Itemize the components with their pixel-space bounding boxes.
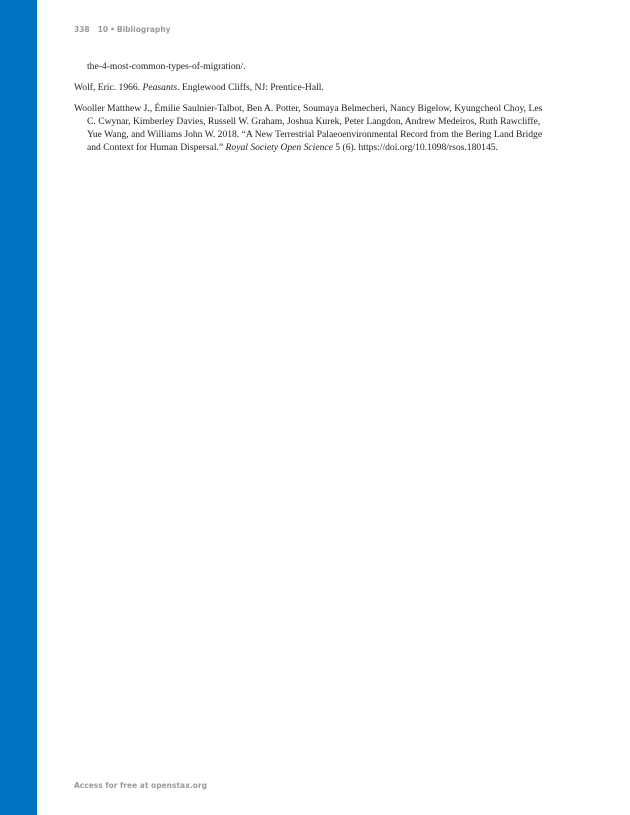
bibliography-list	[74, 60, 552, 162]
entry-text-before: Wolf, Eric. 1966.	[74, 82, 143, 93]
chapter-number: 10	[97, 25, 109, 34]
bibliography-entry-continuation	[74, 60, 552, 73]
entry-text-after: 5 (6). https://doi.org/10.1098/rsos.180145.	[332, 142, 498, 153]
section-title: Bibliography	[116, 25, 171, 34]
entry-text-after: . Englewood Cliffs, NJ: Prentice-Hall.	[177, 82, 324, 93]
entry-text: the-4-most-common-types-of-migration/.	[87, 61, 246, 72]
page-number: 338	[74, 25, 90, 34]
page-footer: Access for free at openstax.org	[74, 781, 208, 790]
running-header	[74, 25, 171, 34]
bibliography-entry-wolf	[74, 81, 552, 94]
bibliography-entry-wooller	[74, 102, 552, 154]
entry-title-italic: Peasants	[142, 82, 178, 93]
entry-journal-italic: Royal Society Open Science	[225, 142, 333, 153]
entry-text-before: Wooller Matthew J., Émilie Saulnier-Talbot, Ben A. Potter, Soumaya Belmecheri, Nancy Bigelow, Kyungcheol Choy, Les C. Cwynar, Kimberley Davies, Russell W. Graham, Joshua Kurek, Peter Langdon, Andrew Medeiros, Ruth Rawcliffe, Yue Wang, and Williams John W. 2018. “A New Terrestrial Palaeoenvironmental Record from the Bering Land Bridge and Context for Human Dispersal.”	[74, 103, 543, 153]
header-separator: •	[110, 25, 115, 34]
side-color-bar	[0, 0, 37, 815]
